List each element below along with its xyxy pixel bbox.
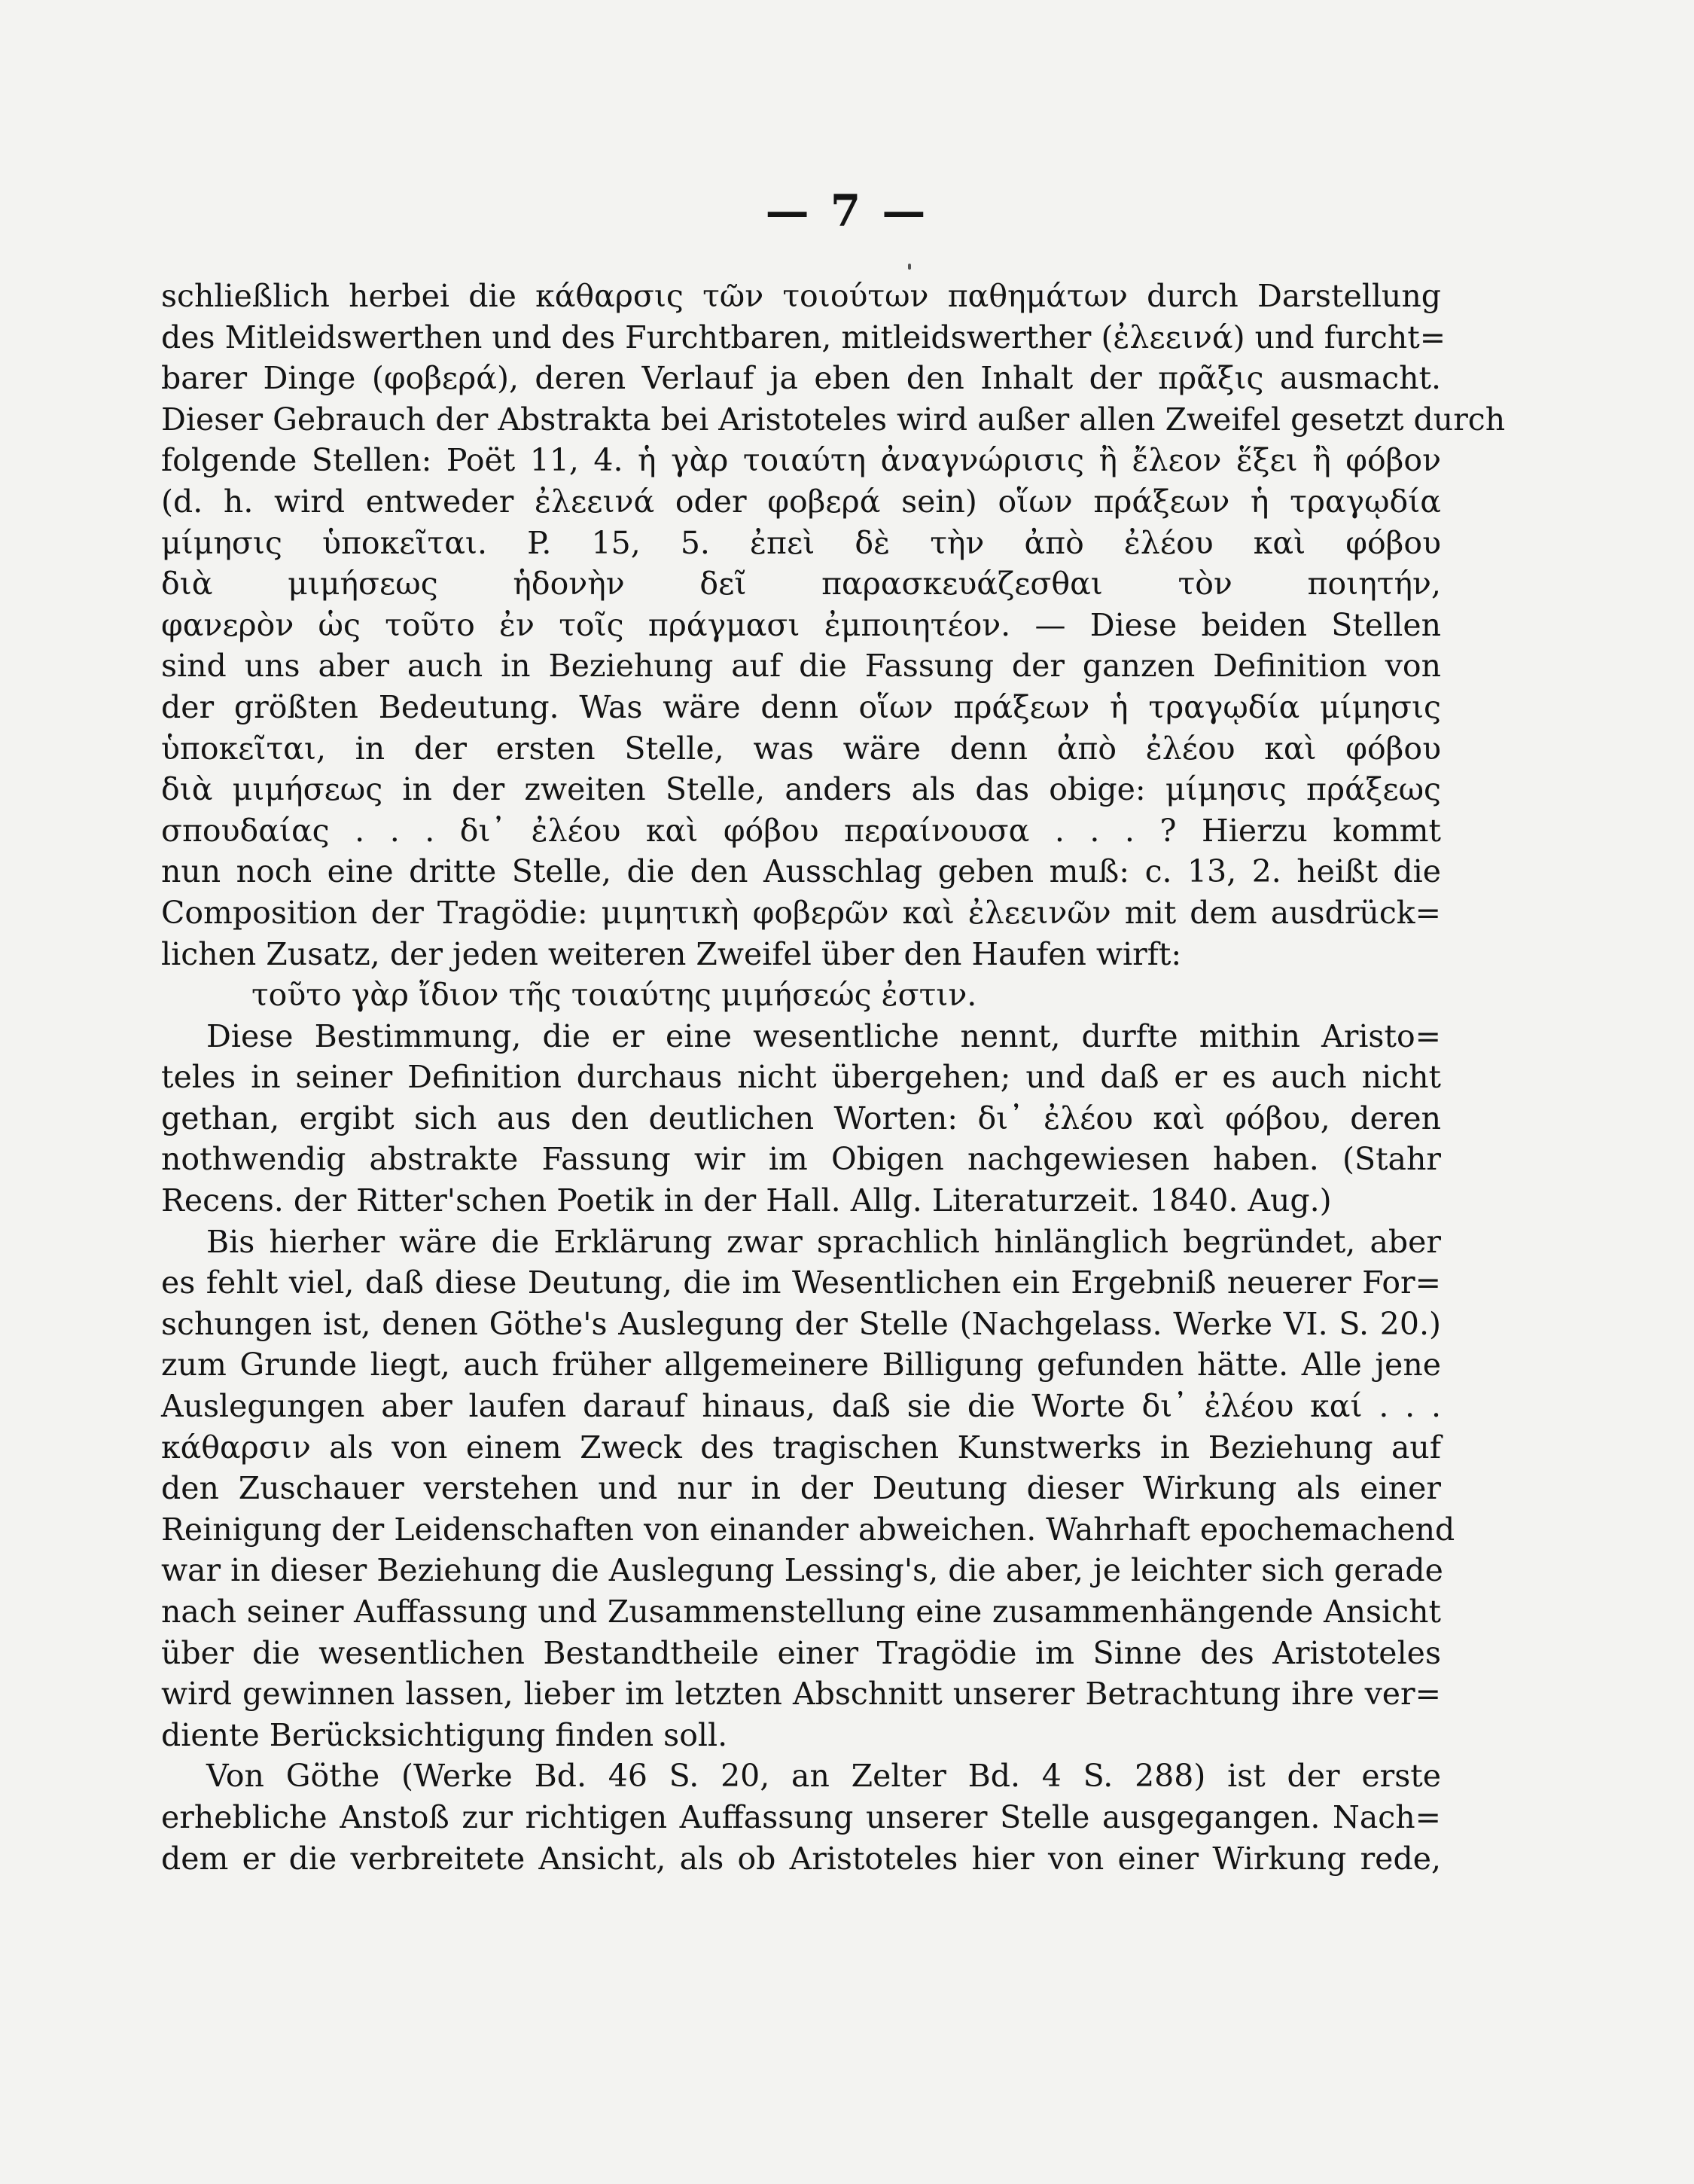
text-line: den Zuschauer verstehen und nur in der Deutung dieser Wirkung als einer: [161, 1470, 1441, 1507]
text-line: Reinigung der Leidenschaften von einander abweichen. Wahrhaft epochemachend: [161, 1511, 1455, 1548]
text-line: Auslegungen aber laufen darauf hinaus, daß sie die Worte δι᾽ ἐλέου καί . . .: [161, 1388, 1441, 1425]
text-line: Composition der Tragödie: μιμητικὴ φοβερῶν καὶ ἐλεεινῶν mit dem ausdrück=: [161, 894, 1441, 931]
text-line: μίμησις ὑποκεῖται. P. 15, 5. ἐπεὶ δὲ τὴν ἀπὸ ἐλέου καὶ φόβου: [161, 524, 1441, 561]
text-line: nothwendig abstrakte Fassung wir im Obigen nachgewiesen haben. (Stahr: [161, 1141, 1441, 1178]
text-line: erhebliche Anstoß zur richtigen Auffassung unserer Stelle ausgegangen. Nach=: [161, 1798, 1441, 1835]
text-line: ὑποκεῖται, in der ersten Stelle, was wäre denn ἀπὸ ἐλέου καὶ φόβου: [161, 730, 1441, 767]
text-line: Dieser Gebrauch der Abstrakta bei Aristoteles wird außer allen Zweifel gesetzt durch: [161, 401, 1506, 438]
text-line: Bis hierher wäre die Erklärung zwar sprachlich hinlänglich begründet, aber: [206, 1223, 1441, 1260]
text-line: folgende Stellen: Poët 11, 4. ἡ γὰρ τοιαύτη ἀναγνώρισις ἢ ἔλεον ἕξει ἢ φόβον: [161, 442, 1441, 479]
text-line: schungen ist, denen Göthe's Auslegung der Stelle (Nachgelass. Werke VI. S. 20.): [161, 1305, 1441, 1342]
text-line: des Mitleidswerthen und des Furchtbaren, mitleidswerther (ἐλεεινά) und furcht=: [161, 319, 1446, 355]
text-line: Von Göthe (Werke Bd. 46 S. 20, an Zelter Bd. 4 S. 288) ist der erste: [206, 1758, 1441, 1795]
page-number: — 7 —: [765, 185, 929, 236]
text-line: zum Grunde liegt, auch früher allgemeinere Billigung gefunden hätte. Alle jene: [161, 1347, 1441, 1383]
text-line: σπουδαίας . . . δι᾽ ἐλέου καὶ φόβου περαίνουσα . . . ? Hierzu kommt: [161, 812, 1441, 849]
text-line: der größten Bedeutung. Was wäre denn οἵων πράξεων ἡ τραγῳδία μίμησις: [161, 688, 1441, 725]
text-line: wird gewinnen lassen, lieber im letzten Abschnitt unserer Betrachtung ihre ver=: [161, 1676, 1441, 1713]
body-text: [161, 276, 1506, 1879]
text-line: barer Dinge (φοβερά), deren Verlauf ja eben den Inhalt der πρᾶξις ausmacht.: [161, 360, 1441, 397]
text-line: Recens. der Ritter'schen Poetik in der Hall. Allg. Literaturzeit. 1840. Aug.): [161, 1182, 1332, 1219]
text-line: nach seiner Auffassung und Zusammenstellung eine zusammenhängende Ansicht: [161, 1594, 1441, 1630]
text-line: διὰ μιμήσεως in der zweiten Stelle, anders als das obige: μίμησις πράξεως: [161, 771, 1441, 808]
greek-quote-line: τοῦτο γὰρ ἴδιον τῆς τοιαύτης μιμήσεώς ἐστιν.: [251, 977, 977, 1014]
ink-speck: [908, 264, 911, 270]
text-line: (d. h. wird entweder ἐλεεινά oder φοβερά sein) οἵων πράξεων ἡ τραγῳδία: [161, 483, 1441, 520]
text-line: διὰ μιμήσεως ἡδονὴν δεῖ παρασκευάζεσθαι τὸν ποιητήν,: [161, 566, 1441, 602]
text-line: es fehlt viel, daß diese Deutung, die im Wesentlichen ein Ergebniß neuerer For=: [161, 1264, 1441, 1301]
text-line: Diese Bestimmung, die er eine wesentliche nennt, durfte mithin Aristo=: [206, 1017, 1441, 1054]
text-line: über die wesentlichen Bestandtheile einer Tragödie im Sinne des Aristoteles: [161, 1634, 1441, 1671]
text-line: φανερὸν ὡς τοῦτο ἐν τοῖς πράγμασι ἐμποιητέον. — Diese beiden Stellen: [161, 606, 1441, 643]
text-line: nun noch eine dritte Stelle, die den Ausschlag geben muß: c. 13, 2. heißt die: [161, 853, 1441, 890]
text-line: sind uns aber auch in Beziehung auf die Fassung der ganzen Definition von: [161, 648, 1441, 685]
text-line: gethan, ergibt sich aus den deutlichen Worten: δι᾽ ἐλέου καὶ φόβου, deren: [161, 1100, 1441, 1136]
text-line: teles in seiner Definition durchaus nicht übergehen; und daß er es auch nicht: [161, 1059, 1441, 1096]
text-line: war in dieser Beziehung die Auslegung Lessing's, die aber, je leichter sich gerade: [161, 1552, 1443, 1589]
text-line: diente Berücksichtigung finden soll.: [161, 1716, 728, 1753]
text-line: schließlich herbei die κάθαρσις τῶν τοιούτων παθημάτων durch Darstellung: [161, 278, 1441, 314]
text-line: lichen Zusatz, der jeden weiteren Zweifel über den Haufen wirft:: [161, 935, 1182, 972]
text-line: κάθαρσιν als von einem Zweck des tragischen Kunstwerks in Beziehung auf: [161, 1429, 1441, 1466]
text-line: dem er die verbreitete Ansicht, als ob Aristoteles hier von einer Wirkung rede,: [161, 1840, 1441, 1877]
